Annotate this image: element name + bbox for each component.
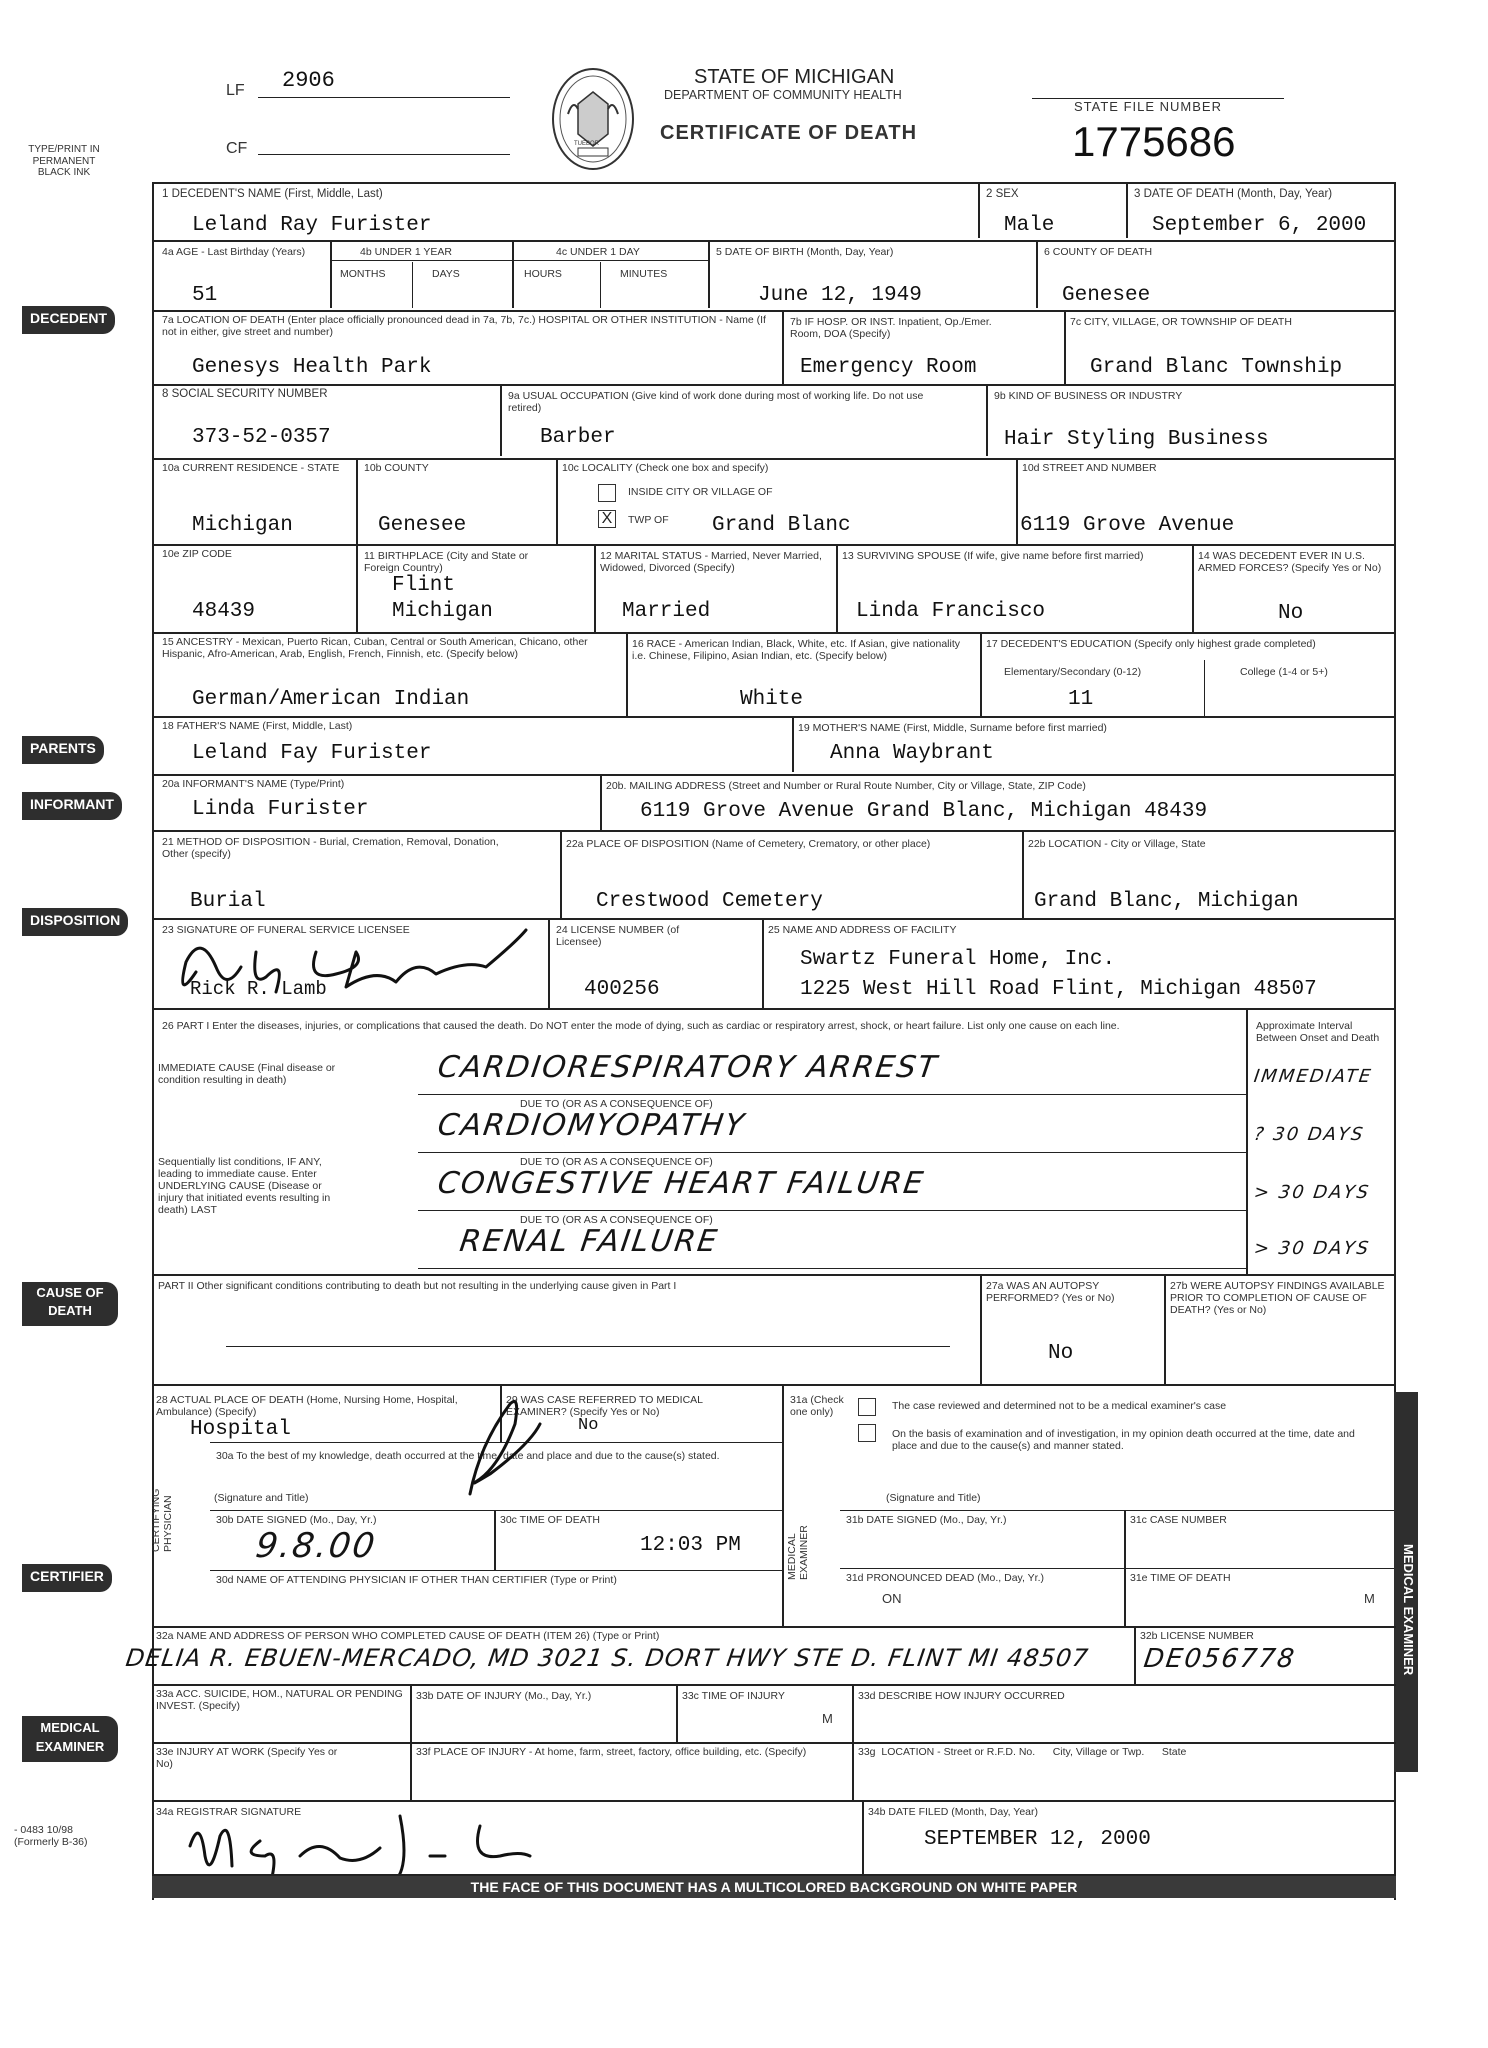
twp-checkbox[interactable]: X xyxy=(598,510,616,528)
sex-value: Male xyxy=(1004,214,1055,237)
label-physician-signature: (Signature and Title) xyxy=(214,1492,309,1504)
footer-notice: THE FACE OF THIS DOCUMENT HAS A MULTICOLORED BACKGROUND ON WHITE PAPER xyxy=(470,1879,1078,1895)
label-me-date-signed: 31b DATE SIGNED (Mo., Day, Yr.) xyxy=(846,1514,1007,1526)
label-certifying-physician: CERTIFYING PHYSICIAN xyxy=(150,1488,175,1552)
county-of-death: Genesee xyxy=(1062,284,1151,307)
label-zip: 10e ZIP CODE xyxy=(162,548,232,560)
label-pronounced-dead: 31d PRONOUNCED DEAD (Mo., Day, Yr.) xyxy=(846,1572,1044,1584)
occupation-value: Barber xyxy=(540,426,616,449)
me-opinion-checkbox[interactable] xyxy=(858,1424,876,1442)
label-interval: Approximate Interval Between Onset and Death xyxy=(1256,1020,1380,1045)
physician-signature xyxy=(420,1384,570,1514)
row-line xyxy=(418,1094,1246,1095)
row-line xyxy=(152,458,1396,460)
seal-motto: TUEBOR xyxy=(574,141,600,147)
divider xyxy=(600,262,601,308)
divider xyxy=(980,632,982,716)
divider xyxy=(1036,240,1038,308)
interval-a: IMMEDIATE xyxy=(1252,1066,1374,1087)
date-of-birth: June 12, 1949 xyxy=(758,284,922,307)
time-of-death: 12:03 PM xyxy=(640,1534,741,1557)
divider xyxy=(836,544,838,632)
completed-by: DELIA R. EBUEN-MERCADO, MD 3021 S. DORT HWY STE D. FLINT MI 48507 xyxy=(124,1644,1091,1672)
divider xyxy=(500,384,502,456)
label-birthplace: 11 BIRTHPLACE (City and State or Foreign Country) xyxy=(364,550,529,575)
cause-d: RENAL FAILURE xyxy=(457,1224,721,1259)
label-licensee-signature: 23 SIGNATURE OF FUNERAL SERVICE LICENSEE xyxy=(162,924,410,936)
disposition-method: Burial xyxy=(190,890,266,913)
label-part-i: 26 PART I Enter the diseases, injuries, or complications that caused the death. Do NOT enter the mode of dying, such as cardiac or respiratory arrest, shock, or heart failure. List only one cause on each line. xyxy=(162,1020,1120,1032)
label-disposition-place: 22a PLACE OF DISPOSITION (Name of Cemetery, Crematory, or other place) xyxy=(566,838,931,850)
row-line xyxy=(152,544,1396,546)
divider xyxy=(986,384,988,456)
row-line xyxy=(152,310,1396,312)
label-education-elementary: Elementary/Secondary (0-12) xyxy=(1004,666,1142,678)
label-age: 4a AGE - Last Birthday (Years) xyxy=(162,246,306,258)
label-minutes: MINUTES xyxy=(620,268,668,280)
interval-c: > 30 DAYS xyxy=(1252,1182,1372,1203)
label-hours: HOURS xyxy=(524,268,562,280)
lf-label: LF xyxy=(226,82,245,99)
row-line xyxy=(152,1626,1396,1628)
state-name: STATE OF MICHIGAN xyxy=(694,66,895,88)
label-disposition-method: 21 METHOD OF DISPOSITION - Burial, Cremation, Removal, Donation, Other (specify) xyxy=(162,836,499,861)
ssn-value: 373-52-0357 xyxy=(192,426,331,449)
label-time-of-injury: 33c TIME OF INJURY xyxy=(682,1690,785,1702)
row-line xyxy=(418,1268,1246,1269)
row-line xyxy=(152,632,1396,634)
row-line xyxy=(152,1008,1396,1010)
section-tab-cause: CAUSE OF DEATH xyxy=(22,1282,118,1326)
decedent-name: Leland Ray Furister xyxy=(192,214,432,237)
spouse-value: Linda Francisco xyxy=(856,600,1046,623)
label-due-to-c: DUE TO (OR AS A CONSEQUENCE OF) xyxy=(520,1156,713,1168)
label-date-filed: 34b DATE FILED (Month, Day, Year) xyxy=(868,1806,1039,1818)
label-armed-forces: 14 WAS DECEDENT EVER IN U.S. ARMED FORCES? (Specify Yes or No) xyxy=(1198,550,1382,575)
divider xyxy=(762,918,764,1008)
row-line xyxy=(418,1210,1246,1211)
form-left-border xyxy=(152,182,154,1900)
locality-value: Grand Blanc xyxy=(712,514,851,537)
informant-name: Linda Furister xyxy=(192,798,369,821)
label-occupation: 9a USUAL OCCUPATION (Give kind of work done during most of working life. Do not use retired) xyxy=(508,390,924,415)
label-inside-city: INSIDE CITY OR VILLAGE OF xyxy=(628,486,773,498)
label-sequential: Sequentially list conditions, IF ANY, leading to immediate cause. Enter UNDERLYING CAUSE (Disease or injury that initiated events resulting in death) LAST xyxy=(158,1156,331,1217)
label-father: 18 FATHER'S NAME (First, Middle, Last) xyxy=(162,720,353,732)
interval-b: ? 30 DAYS xyxy=(1252,1124,1366,1145)
divider xyxy=(980,1274,982,1384)
label-city-of-death: 7c CITY, VILLAGE, OR TOWNSHIP OF DEATH xyxy=(1070,316,1292,328)
label-mailing: 20b. MAILING ADDRESS (Street and Number or Rural Route Number, City or Village, State, ZIP Code) xyxy=(606,780,1086,792)
label-residence-state: 10a CURRENT RESIDENCE - STATE xyxy=(162,462,340,474)
divider xyxy=(676,1684,678,1742)
label-injury-location: 33g LOCATION - Street or R.F.D. No. City, Village or Twp. State xyxy=(858,1746,1187,1758)
section-tab-certifier: CERTIFIER xyxy=(22,1564,112,1592)
birthplace-state: Michigan xyxy=(392,600,493,623)
row-line xyxy=(840,1510,1396,1511)
label-license-number: 24 LICENSE NUMBER (of Licensee) xyxy=(556,924,680,949)
label-not-me-case: The case reviewed and determined not to be a medical examiner's case xyxy=(892,1400,1227,1412)
divider xyxy=(556,458,558,544)
facility-name: Swartz Funeral Home, Inc. xyxy=(800,948,1116,971)
divider xyxy=(1016,458,1018,544)
ink-instruction: TYPE/PRINT IN PERMANENT BLACK INK xyxy=(28,144,100,178)
lf-value: 2906 xyxy=(282,68,335,93)
disposition-place: Crestwood Cemetery xyxy=(596,890,823,913)
label-locality: 10c LOCALITY (Check one box and specify) xyxy=(562,462,769,474)
cause-a: CARDIORESPIRATORY ARREST xyxy=(435,1050,941,1085)
label-twp: TWP OF xyxy=(628,514,669,526)
label-time-of-injury-m: M xyxy=(822,1711,833,1726)
label-manner: 33a ACC. SUICIDE, HOM., NATURAL OR PENDING INVEST. (Specify) xyxy=(156,1688,403,1713)
referred-me-value: No xyxy=(578,1416,599,1435)
armed-forces-value: No xyxy=(1278,602,1304,625)
row-line xyxy=(840,1568,1396,1569)
state-seal-icon xyxy=(548,64,638,174)
divider xyxy=(548,918,550,1008)
row-line xyxy=(152,716,1396,718)
label-under-1-year: 4b UNDER 1 YEAR xyxy=(360,246,453,258)
disposition-location: Grand Blanc, Michigan xyxy=(1034,890,1299,913)
row-line xyxy=(330,260,708,261)
section-tab-disposition: DISPOSITION xyxy=(22,908,128,936)
state-file-label: STATE FILE NUMBER xyxy=(1074,99,1222,114)
cf-line xyxy=(258,154,510,155)
divider xyxy=(1164,1274,1166,1384)
row-line xyxy=(152,830,1396,832)
divider xyxy=(782,310,784,384)
divider xyxy=(412,262,413,308)
place-of-death: Hospital xyxy=(190,1418,291,1441)
divider xyxy=(560,830,562,918)
row-line xyxy=(226,1346,950,1347)
label-date-of-death: 3 DATE OF DEATH (Month, Day, Year) xyxy=(1134,188,1333,200)
label-me-signature: (Signature and Title) xyxy=(886,1492,981,1504)
label-education: 17 DECEDENT'S EDUCATION (Specify only highest grade completed) xyxy=(986,638,1316,650)
divider xyxy=(356,458,358,544)
cause-c: CONGESTIVE HEART FAILURE xyxy=(435,1166,927,1201)
inside-city-checkbox[interactable] xyxy=(598,484,616,502)
father-name: Leland Fay Furister xyxy=(192,742,432,765)
section-tab-medical-examiner: MEDICAL EXAMINER xyxy=(22,1716,118,1762)
label-time-of-death: 30c TIME OF DEATH xyxy=(500,1514,600,1526)
residence-state: Michigan xyxy=(192,514,293,537)
section-tab-decedent: DECEDENT xyxy=(22,306,115,334)
divider xyxy=(1064,310,1066,384)
row-line xyxy=(418,1152,1246,1153)
inpatient-value: Emergency Room xyxy=(800,356,977,379)
label-part-ii: PART II Other significant conditions contributing to death but not resulting in the underlying cause given in Part I xyxy=(158,1280,677,1292)
label-ssn: 8 SOCIAL SECURITY NUMBER xyxy=(162,388,328,400)
label-street: 10d STREET AND NUMBER xyxy=(1022,462,1157,474)
divider xyxy=(862,1800,864,1874)
divider xyxy=(1246,1008,1248,1274)
lf-line xyxy=(258,97,510,98)
label-informant: 20a INFORMANT'S NAME (Type/Print) xyxy=(162,778,345,790)
section-tab-informant: INFORMANT xyxy=(22,792,122,820)
label-under-1-day: 4c UNDER 1 DAY xyxy=(556,246,640,258)
label-medical-examiner-vertical: MEDICAL EXAMINER xyxy=(786,1525,811,1580)
date-of-death: September 6, 2000 xyxy=(1152,214,1367,237)
label-education-college: College (1-4 or 5+) xyxy=(1240,666,1328,678)
divider xyxy=(494,1510,496,1570)
completer-license: DE056778 xyxy=(1141,1644,1298,1674)
autopsy-value: No xyxy=(1048,1342,1074,1365)
label-pronounced-on: ON xyxy=(882,1591,902,1606)
label-completer-license: 32b LICENSE NUMBER xyxy=(1140,1630,1254,1642)
divider xyxy=(626,632,628,716)
divider xyxy=(1134,1626,1136,1684)
mother-name: Anna Waybrant xyxy=(830,742,994,765)
business-value: Hair Styling Business xyxy=(1004,428,1269,451)
row-line xyxy=(152,384,1396,386)
licensee-name: Rick R. Lamb xyxy=(190,978,327,1000)
form-code: - 0483 10/98 (Formerly B-36) xyxy=(14,1824,88,1849)
cause-b: CARDIOMYOPATHY xyxy=(435,1108,748,1143)
page-title: CERTIFICATE OF DEATH xyxy=(660,122,918,144)
label-date-of-injury: 33b DATE OF INJURY (Mo., Day, Yr.) xyxy=(416,1690,592,1702)
divider xyxy=(330,240,332,308)
label-decedent-name: 1 DECEDENT'S NAME (First, Middle, Last) xyxy=(162,188,383,200)
state-file-number: 1775686 xyxy=(1072,118,1236,165)
label-inpatient: 7b IF HOSP. OR INST. Inpatient, Op./Emer. Room, DOA (Specify) xyxy=(790,316,992,341)
facility-address: 1225 West Hill Road Flint, Michigan 48507 xyxy=(800,978,1317,1001)
residence-county: Genesee xyxy=(378,514,467,537)
department-name: DEPARTMENT OF COMMUNITY HEALTH xyxy=(664,88,902,102)
label-date-of-birth: 5 DATE OF BIRTH (Month, Day, Year) xyxy=(716,246,894,258)
divider xyxy=(594,544,596,632)
label-autopsy-findings: 27b WERE AUTOPSY FINDINGS AVAILABLE PRIOR TO COMPLETION OF CAUSE OF DEATH? (Yes or No) xyxy=(1170,1280,1385,1317)
cf-label: CF xyxy=(226,140,248,157)
label-autopsy: 27a WAS AN AUTOPSY PERFORMED? (Yes or No) xyxy=(986,1280,1115,1305)
row-line xyxy=(152,1684,1396,1686)
interval-d: > 30 DAYS xyxy=(1252,1238,1372,1259)
race-value: White xyxy=(740,688,804,711)
label-ancestry: 15 ANCESTRY - Mexican, Puerto Rican, Cuban, Central or South American, Chicano, other Hispanic, Afro-American, Arab, English, French, Finnish, etc. (Specify below) xyxy=(162,636,588,661)
form-top-border xyxy=(152,182,1396,184)
label-immediate-cause: IMMEDIATE CAUSE (Final disease or condition resulting in death) xyxy=(158,1062,336,1087)
mailing-address: 6119 Grove Avenue Grand Blanc, Michigan 48439 xyxy=(640,800,1208,823)
row-line xyxy=(210,1510,782,1511)
label-disposition-location: 22b LOCATION - City or Village, State xyxy=(1028,838,1206,850)
zip-value: 48439 xyxy=(192,600,256,623)
date-signed: 9.8.00 xyxy=(253,1526,379,1566)
label-registrar-signature: 34a REGISTRAR SIGNATURE xyxy=(156,1806,302,1818)
ancestry-value: German/American Indian xyxy=(192,688,470,711)
row-line xyxy=(152,774,1396,776)
divider xyxy=(1204,660,1205,716)
label-me-opinion: On the basis of examination and of investigation, in my opinion death occurred at the time, date and place and due to the cause(s) and manner stated. xyxy=(892,1428,1355,1453)
label-check-one: 31a (Check one only) xyxy=(790,1394,844,1419)
divider xyxy=(512,240,514,308)
location-of-death: Genesys Health Park xyxy=(192,356,432,379)
label-injury-at-work: 33e INJURY AT WORK (Specify Yes or No) xyxy=(156,1746,338,1771)
label-facility: 25 NAME AND ADDRESS OF FACILITY xyxy=(768,924,957,936)
section-tab-parents: PARENTS xyxy=(22,736,104,764)
divider xyxy=(978,182,980,238)
label-place-of-death: 28 ACTUAL PLACE OF DEATH (Home, Nursing Home, Hospital, Ambulance) (Specify) xyxy=(156,1394,458,1419)
license-number: 400256 xyxy=(584,978,660,1001)
label-mother: 19 MOTHER'S NAME (First, Middle, Surname before first married) xyxy=(798,722,1107,734)
label-county-of-death: 6 COUNTY OF DEATH xyxy=(1044,246,1153,258)
medical-examiner-side-label: MEDICAL EXAMINER xyxy=(1401,1544,1416,1676)
divider xyxy=(708,240,710,308)
row-line xyxy=(152,1274,1396,1276)
label-months: MONTHS xyxy=(340,268,386,280)
label-due-to-b: DUE TO (OR AS A CONSEQUENCE OF) xyxy=(520,1098,713,1110)
label-days: DAYS xyxy=(432,268,460,280)
divider xyxy=(792,716,794,772)
date-filed: SEPTEMBER 12, 2000 xyxy=(924,1828,1151,1851)
street-value: 6119 Grove Avenue xyxy=(1020,514,1235,537)
education-value: 11 xyxy=(1068,688,1094,711)
label-location-of-death: 7a LOCATION OF DEATH (Enter place officially pronounced dead in 7a, 7b, 7c.) HOSPITAL OR OTHER INSTITUTION - Name (If not in either, give street and number) xyxy=(162,314,766,339)
row-line xyxy=(152,1384,1396,1386)
label-place-of-injury: 33f PLACE OF INJURY - At home, farm, street, factory, office building, etc. (Specify) xyxy=(416,1746,807,1758)
label-me-time-of-death: 31e TIME OF DEATH xyxy=(1130,1572,1231,1584)
age-value: 51 xyxy=(192,284,218,307)
row-line xyxy=(210,1570,782,1571)
label-physician-statement: 30a To the best of my knowledge, death occurred at the time, date and place and due to the cause(s) stated. xyxy=(216,1450,720,1462)
divider xyxy=(782,1384,784,1626)
birthplace-city: Flint xyxy=(392,574,456,597)
divider xyxy=(356,544,358,632)
label-spouse: 13 SURVIVING SPOUSE (If wife, give name before first married) xyxy=(842,550,1144,562)
city-of-death: Grand Blanc Township xyxy=(1090,356,1343,379)
label-completed-by: 32a NAME AND ADDRESS OF PERSON WHO COMPLETED CAUSE OF DEATH (ITEM 26) (Type or Print) xyxy=(156,1630,660,1642)
label-marital: 12 MARITAL STATUS - Married, Never Married, Widowed, Divorced (Specify) xyxy=(600,550,822,575)
divider xyxy=(1022,830,1024,918)
not-me-case-checkbox[interactable] xyxy=(858,1398,876,1416)
label-me-time-m: M xyxy=(1364,1591,1375,1606)
label-case-number: 31c CASE NUMBER xyxy=(1130,1514,1227,1526)
label-sex: 2 SEX xyxy=(986,188,1019,200)
marital-value: Married xyxy=(622,600,711,623)
label-due-to-d: DUE TO (OR AS A CONSEQUENCE OF) xyxy=(520,1214,713,1226)
row-line xyxy=(152,1742,1396,1744)
divider xyxy=(1126,182,1128,238)
divider xyxy=(600,774,602,830)
label-race: 16 RACE - American Indian, Black, White, etc. If Asian, give nationality i.e. Chinese, Filipino, Asian Indian, etc. (Specify below) xyxy=(632,638,960,663)
divider xyxy=(1192,544,1194,632)
label-date-signed: 30b DATE SIGNED (Mo., Day, Yr.) xyxy=(216,1514,377,1526)
label-residence-county: 10b COUNTY xyxy=(364,462,429,474)
label-attending-physician: 30d NAME OF ATTENDING PHYSICIAN IF OTHER THAN CERTIFIER (Type or Print) xyxy=(216,1574,617,1586)
label-business: 9b KIND OF BUSINESS OR INDUSTRY xyxy=(994,390,1183,402)
label-referred-me: 29 WAS CASE REFERRED TO MEDICAL EXAMINER? (Specify Yes or No) xyxy=(506,1394,703,1419)
row-line xyxy=(152,240,1396,242)
label-injury-description: 33d DESCRIBE HOW INJURY OCCURRED xyxy=(858,1690,1065,1702)
